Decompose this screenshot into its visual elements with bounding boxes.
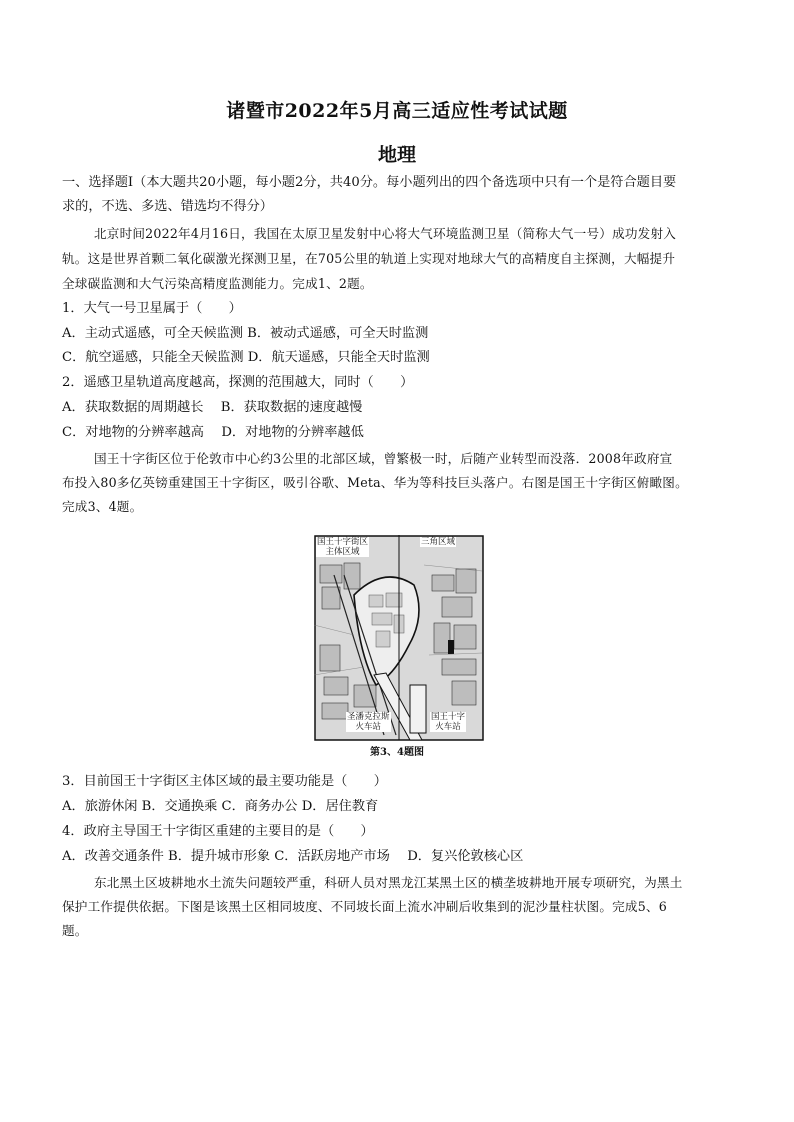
passage-line: 完成3、4题。 [62,499,143,514]
aerial-map-drawing [314,535,484,741]
passage-line: 保护工作提供依据。下图是该黑土区相同坡度、不同坡长面上流水冲刷后收集到的泥沙量柱状图。完成5、6 [62,899,667,914]
passage-line: 北京时间2022年4月16日，我国在太原卫星发射中心将大气环境监测卫星（简称大气一号）成功发射入 [94,226,677,241]
question-options: C．对地物的分辨率越高 D．对地物的分辨率越低 [62,425,364,440]
subject-title: 地理 [377,144,416,166]
map-label-text: 国王十字街区 [317,537,369,547]
map-label-text: 火车站 [355,722,382,732]
question-options: A．旅游休闲 B．交通换乘 C．商务办公 D．居住教育 [62,799,379,814]
question-stem: 4．政府主导国王十字街区重建的主要目的是（ ） [62,824,374,839]
passage-line: 题。 [62,923,88,938]
kings-cross-aerial-map [314,535,484,749]
map-label-text: 国王十字 [431,712,466,722]
question-stem: 3．目前国王十字街区主体区域的最主要功能是（ ） [62,774,387,789]
section-instruction-line: 一、选择题Ⅰ（本大题共20小题，每小题2分，共40分。每小题列出的四个备选项中只有一个是符合题目要 [62,175,677,190]
map-label-text: 三角区域 [421,537,456,547]
section-instruction-line: 求的，不选、多选、错选均不得分） [62,199,273,214]
passage-line: 东北黑土区坡耕地水土流失问题较严重，科研人员对黑龙江某黑土区的横垄坡耕地开展专项研究，为黑土 [94,875,683,890]
question-stem: 1．大气一号卫星属于（ ） [62,301,242,316]
map-label-text: 圣潘克拉斯 [347,712,390,722]
question-options: A．获取数据的周期越长 B．获取数据的速度越慢 [62,400,363,415]
passage-line: 布投入80多亿英镑重建国王十字街区，吸引谷歌、Meta、华为等科技巨头落户。右图是国王十字街区俯瞰图。 [62,475,688,490]
map-label-text: 火车站 [435,722,461,732]
page-title: 诸暨市2022年5月高三适应性考试试题 [226,100,568,122]
passage-line: 全球碳监测和大气污染高精度监测能力。完成1、2题。 [62,276,373,291]
map-label-main-area [316,537,369,557]
question-options: C．航空遥感，只能全天候监测 D．航天遥感，只能全天时监测 [62,350,430,365]
map-label-triangle-area [420,537,456,547]
map-label-text: 主体区域 [325,547,360,557]
figure-caption: 第3、4题图 [370,747,424,758]
question-options: A．主动式遥感，可全天候监测 B．被动式遥感，可全天时监测 [62,326,429,341]
passage-line: 轨。这是世界首颗二氧化碳激光探测卫星，在705公里的轨道上实现对地球大气的高精度自主探测，大幅提升 [62,251,676,266]
question-stem: 2．遥感卫星轨道高度越高，探测的范围越大，同时（ ） [62,375,414,390]
map-label-st-pancras [346,712,391,732]
passage-line: 国王十字街区位于伦敦市中心约3公里的北部区域，曾繁极一时，后随产业转型而没落．2008年政府宣 [94,451,673,466]
question-options: A．改善交通条件 B．提升城市形象 C．活跃房地产市场 D．复兴伦敦核心区 [62,849,524,864]
map-label-kings-cross [430,712,466,732]
